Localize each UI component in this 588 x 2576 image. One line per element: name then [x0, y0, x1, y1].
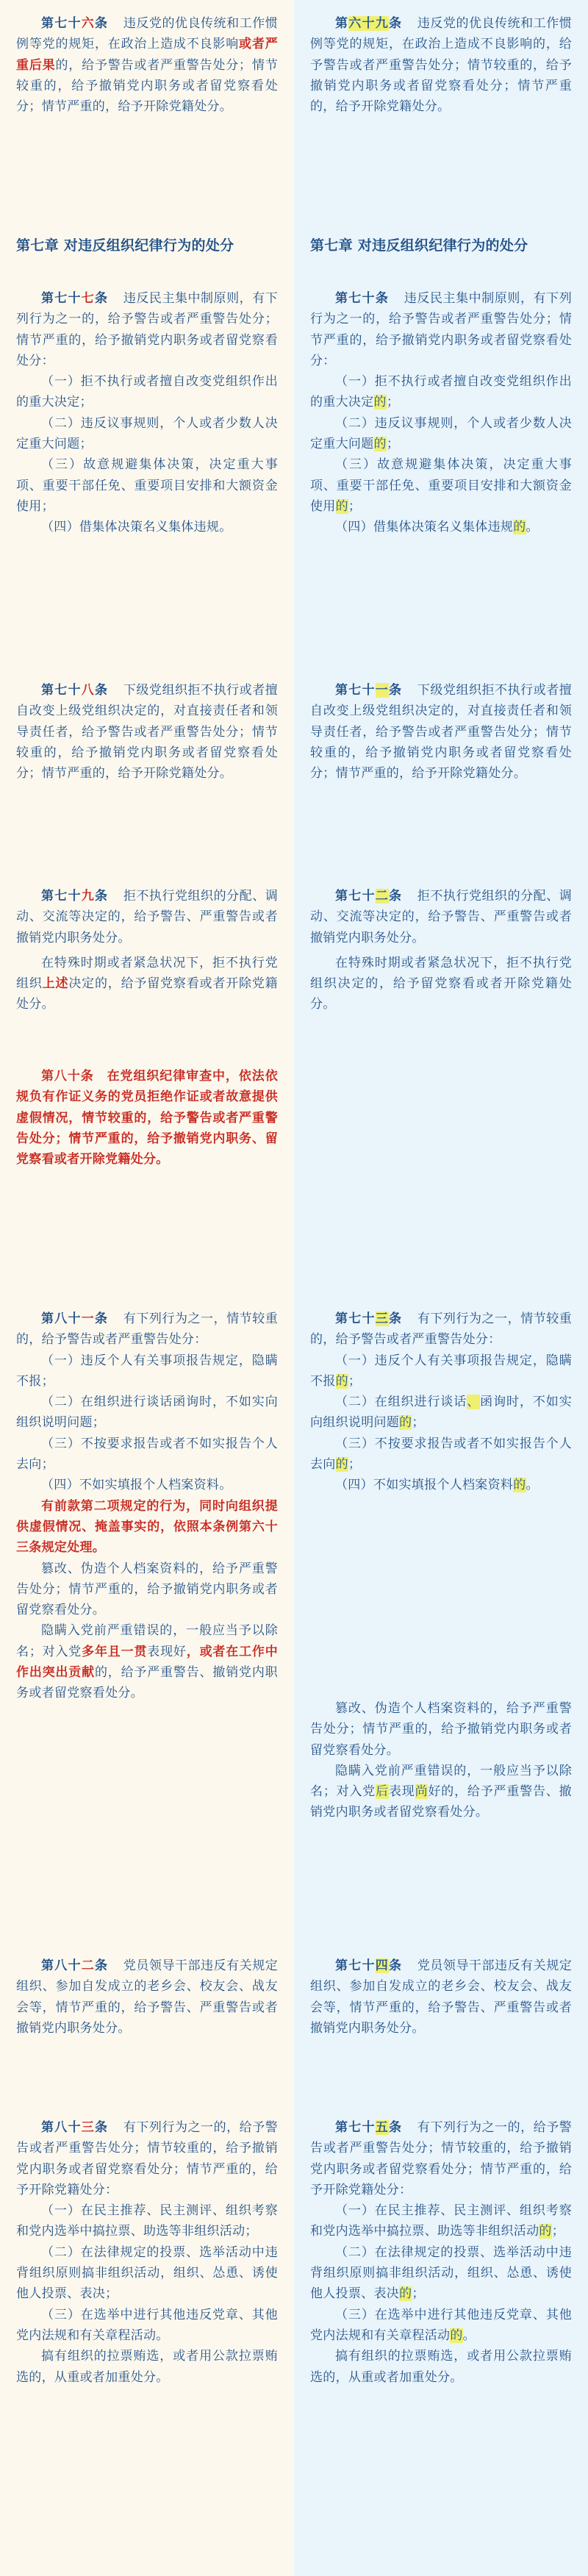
left-article-83: 第八十三条 有下列行为之一的，给予警告或者严重警告处分；情节较重的，给予撤销党内职务或者留党察看处分；情节严重的，给予开除党籍处分： （一）在民主推荐、民主测评、组织考察和党内选举中搞拉票、助选等非组织活动； （二）在法律规定的投票、选举活动中违背组织原则搞非组织活动，组织、怂恿、诱使他人投票、表决； （三）在选举中进行其他违反党章、其他党内法规和有关章程活动。 搞有组织的拉票贿选，或者用公款拉票贿选的，从重或者加重处分。	[16, 2120, 279, 2385]
left-article-79: 第七十九条 拒不执行党组织的分配、调动、交流等决定的，给予警告、严重警告或者撤销党内职务处分。 在特殊时期或者紧急状况下，拒不执行党组织上述决定的，给予留党察看或者开除党籍处分。	[16, 889, 279, 1012]
left-article-81: 第八十一条 有下列行为之一，情节较重的，给予警告或者严重警告处分： （一）违反个人有关事项报告规定，隐瞒不报； （二）在组织进行谈话函询时，不如实向组织说明问题； （三）不按要求报告或者不如实报告个人去向； （四）不如实填报个人档案资料。 有前款第二项规定的行为，同时向组织提供虚假情况、掩盖事实的，依照本条例第六十三条规定处理。 篡改、伪造个人档案资料的，给予严重警告处分；情节严重的，给予撤销党内职务或者留党察看处分。 隐瞒入党前严重错误的，一般应当予以除名；对入党多年且一贯表现好，或者在工作中作出突出贡献的，给予严重警告、撤销党内职务或者留党察看处分。	[16, 1312, 279, 1701]
article-number: 第八十一条	[41, 1312, 109, 1326]
list-item: （二）违反议事规则，个人或者少数人决定重大问题的；	[310, 415, 572, 452]
list-item: （三）故意规避集体决策，决定重大事项、重要干部任免、重要项目安排和大额资金使用；	[16, 457, 278, 514]
left-article-77: 第七十七条 违反民主集中制原则，有下列行为之一的，给予警告或者严重警告处分；情节严重的，给予撤销党内职务或者留党察看处分： （一）拒不执行或者擅自改变党组织作出的重大决定； （二）违反议事规则，个人或者少数人决定重大问题； （三）故意规避集体决策，决定重大事项、重要干部任免、重要项目安排和大额资金使用； （四）借集体决策名义集体违规。	[16, 288, 278, 538]
list-item: （一）在民主推荐、民主测评、组织考察和党内选举中搞拉票、助选等非组织活动的；	[310, 2203, 572, 2239]
list-item: （四）借集体决策名义集体违规的。	[335, 520, 539, 535]
list-item: （二）在法律规定的投票、选举活动中违背组织原则搞非组织活动，组织、怂恿、诱使他人投票、表决的；	[310, 2244, 572, 2302]
article-number: 第七十三条	[335, 1312, 403, 1326]
article-number: 第七十六条	[41, 16, 109, 31]
left-article-80: 第八十条 在党组织纪律审查中，依法依规负有作证义务的党员拒绝作证或者故意提供虚假情况，情节较重的，给予警告或者严重警告处分；情节严重的，给予撤销党内职务、留党察看或者开除党籍处分。	[16, 1069, 278, 1167]
article-number: 第七十一条	[335, 683, 403, 698]
right-column-old-version	[294, 0, 588, 2576]
article-number: 第八十三条	[41, 2120, 109, 2135]
list-item: （二）在组织进行谈话函询时，不如实向组织说明问题；	[16, 1395, 278, 1431]
list-item: （一）违反个人有关事项报告规定，隐瞒不报；	[16, 1353, 278, 1389]
list-item: （四）不如实填报个人档案资料。	[41, 1478, 232, 1493]
article-number: 第八十二条	[41, 1958, 109, 1973]
article-number: 第七十八条	[41, 683, 109, 698]
right-article-69: 第六十九条 违反党的优良传统和工作惯例等党的规矩，在政治上造成不良影响的，给予警告或者严重警告处分；情节较重的，给予撤销党内职务或者留党察看处分；情节严重的，给予开除党籍处分。	[310, 16, 573, 115]
left-article-76: 第七十六条 违反党的优良传统和工作惯例等党的规矩，在政治上造成不良影响或者严重后果的，给予警告或者严重警告处分；情节较重的，给予撤销党内职务或者留党察看处分；情节严重的，给予开除党籍处分。	[16, 16, 279, 115]
article-number: 第七十二条	[335, 889, 403, 904]
left-chapter-heading: 第七章 对违反组织纪律行为的处分	[16, 237, 234, 254]
list-item: （三）在选举中进行其他违反党章、其他党内法规和有关章程活动。	[16, 2307, 278, 2343]
right-article-70: 第七十条 违反民主集中制原则，有下列行为之一的，给予警告或者严重警告处分；情节严重的，给予撤销党内职务或者留党察看处分： （一）拒不执行或者擅自改变党组织作出的重大决定的； （二）违反议事规则，个人或者少数人决定重大问题的； （三）故意规避集体决策，决定重大事项、重要干部任免、重要项目安排和大额资金使用的； （四）借集体决策名义集体违规的。	[310, 288, 572, 538]
list-item: （一）在民主推荐、民主测评、组织考察和党内选举中搞拉票、助选等非组织活动；	[16, 2203, 278, 2239]
article-number: 第七十五条	[335, 2120, 403, 2135]
list-item: （二）违反议事规则，个人或者少数人决定重大问题；	[16, 415, 278, 452]
right-article-75: 第七十五条 有下列行为之一的，给予警告或者严重警告处分；情节较重的，给予撤销党内职务或者留党察看处分；情节严重的，给予开除党籍处分： （一）在民主推荐、民主测评、组织考察和党内选举中搞拉票、助选等非组织活动的； （二）在法律规定的投票、选举活动中违背组织原则搞非组织活动，组织、怂恿、诱使他人投票、表决的； （三）在选举中进行其他违反党章、其他党内法规和有关章程活动的。 搞有组织的拉票贿选，或者用公款拉票贿选的，从重或者加重处分。	[310, 2120, 573, 2385]
list-item: （二）在组织进行谈话、函询时，不如实向组织说明问题的；	[310, 1395, 573, 1431]
list-item: （三）故意规避集体决策，决定重大事项、重要干部任免、重要项目安排和大额资金使用的；	[310, 457, 572, 514]
list-item: （三）不按要求报告或者不如实报告个人去向的；	[310, 1436, 572, 1473]
article-number: 第六十九条	[335, 16, 403, 31]
right-chapter-heading: 第七章 对违反组织纪律行为的处分	[310, 237, 528, 254]
list-item: （四）借集体决策名义集体违规。	[41, 520, 232, 535]
article-number: 第七十七条	[41, 291, 109, 306]
left-article-78: 第七十八条 下级党组织拒不执行或者擅自改变上级党组织决定的，对直接责任者和领导责任者，给予警告或者严重警告处分；情节较重的，给予撤销党内职务或者留党察看处分；情节严重的，给予开除党籍处分。	[16, 683, 279, 781]
article-number: 第七十九条	[41, 889, 109, 904]
list-item: （二）在法律规定的投票、选举活动中违背组织原则搞非组织活动，组织、怂恿、诱使他人投票、表决；	[16, 2244, 278, 2302]
right-article-73-extra: 篡改、伪造个人档案资料的，给予严重警告处分；情节严重的，给予撤销党内职务或者留党察看处分。 隐瞒入党前严重错误的，一般应当予以除名；对入党后表现尚好的，给予严重警告、撤销党内职务或者留党察看处分。	[310, 1701, 572, 1820]
left-article-82: 第八十二条 党员领导干部违反有关规定组织、参加自发成立的老乡会、校友会、战友会等，情节严重的，给予警告、严重警告或者撤销党内职务处分。	[16, 1958, 279, 2036]
right-article-71: 第七十一条 下级党组织拒不执行或者擅自改变上级党组织决定的，对直接责任者和领导责任者，给予警告或者严重警告处分；情节较重的，给予撤销党内职务或者留党察看处分；情节严重的，给予开除党籍处分。	[310, 683, 573, 781]
right-article-73: 第七十三条 有下列行为之一，情节较重的，给予警告或者严重警告处分： （一）违反个人有关事项报告规定，隐瞒不报的； （二）在组织进行谈话、函询时，不如实向组织说明问题的； （三）不按要求报告或者不如实报告个人去向的； （四）不如实填报个人档案资料的。	[310, 1309, 572, 1496]
list-item: （四）不如实填报个人档案资料的。	[335, 1478, 539, 1493]
list-item: （一）拒不执行或者擅自改变党组织作出的重大决定；	[16, 374, 278, 410]
list-item: （一）拒不执行或者擅自改变党组织作出的重大决定的；	[310, 374, 572, 410]
article-number: 第七十四条	[335, 1958, 403, 1973]
list-item: （一）违反个人有关事项报告规定，隐瞒不报的；	[310, 1353, 572, 1389]
article-number: 第七十条	[335, 291, 390, 306]
right-article-72: 第七十二条 拒不执行党组织的分配、调动、交流等决定的，给予警告、严重警告或者撤销党内职务处分。 在特殊时期或者紧急状况下，拒不执行党组织决定的，给予留党察看或者开除党籍处分。	[310, 889, 573, 1012]
right-article-74: 第七十四条 党员领导干部违反有关规定组织、参加自发成立的老乡会、校友会、战友会等，情节严重的，给予警告、严重警告或者撤销党内职务处分。	[310, 1958, 573, 2036]
list-item: （三）不按要求报告或者不如实报告个人去向；	[16, 1436, 278, 1473]
list-item: （三）在选举中进行其他违反党章、其他党内法规和有关章程活动的。	[310, 2307, 572, 2343]
